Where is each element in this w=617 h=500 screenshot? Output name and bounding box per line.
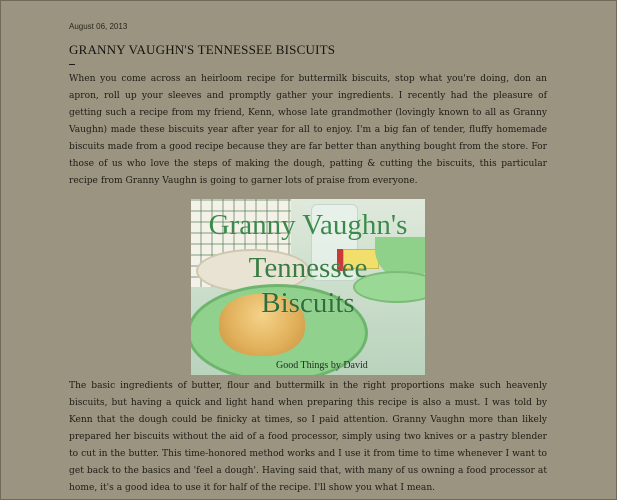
post-paragraph-ingredients: The basic ingredients of butter, flour and buttermilk in the right proportions make such heavenly biscuits, but having a quick and light hand when preparing this recipe is also a must. I was told by Kenn that the dough could be finicky at times, so I paid attention. Granny Vaughn more than likely prepared her biscuits without the aid of a food processor, simply using two knives or a pastry blender to cut in the butter. This time-honored method works and I use it from time to time whenever I want to get back to the basics and 'feel a dough'. Having said that, with many of us owning a food processor at home, it's a good idea to use it for half of the recipe. I'll show you what I mean. — [69, 381, 547, 493]
photo-credit: Good Things by David — [276, 360, 368, 371]
post-paragraph-intro: When you come across an heirloom recipe for buttermilk biscuits, stop what you're doing, don an apron, roll up your sleeves and promptly gather your ingredients. I recently had the pleasure of getting such a recipe from my friend, Kenn, whose late grandmother (lovingly known to all as Granny Vaughn) made these biscuits year after year for all to enjoy. I'm a big fan of tender, fluffy homemade biscuits made from a good recipe because they are far better than anything bought from the store. For those of us who love the steps of making the dough, patting & cutting the biscuits, this particular recipe from Granny Vaughn is going to garner lots of praise from everyone. — [69, 74, 547, 186]
post-title[interactable]: GRANNY VAUGHN'S TENNESSEE BISCUITS — [69, 42, 336, 57]
photo-title-line2: Tennessee — [248, 252, 368, 284]
post-date: August 06, 2013 — [69, 22, 128, 31]
title-underline — [69, 64, 75, 65]
biscuits-photo[interactable] — [191, 199, 425, 375]
photo-title-line3: Biscuits — [261, 287, 355, 319]
photo-title-line1: Granny Vaughn's — [208, 209, 408, 241]
